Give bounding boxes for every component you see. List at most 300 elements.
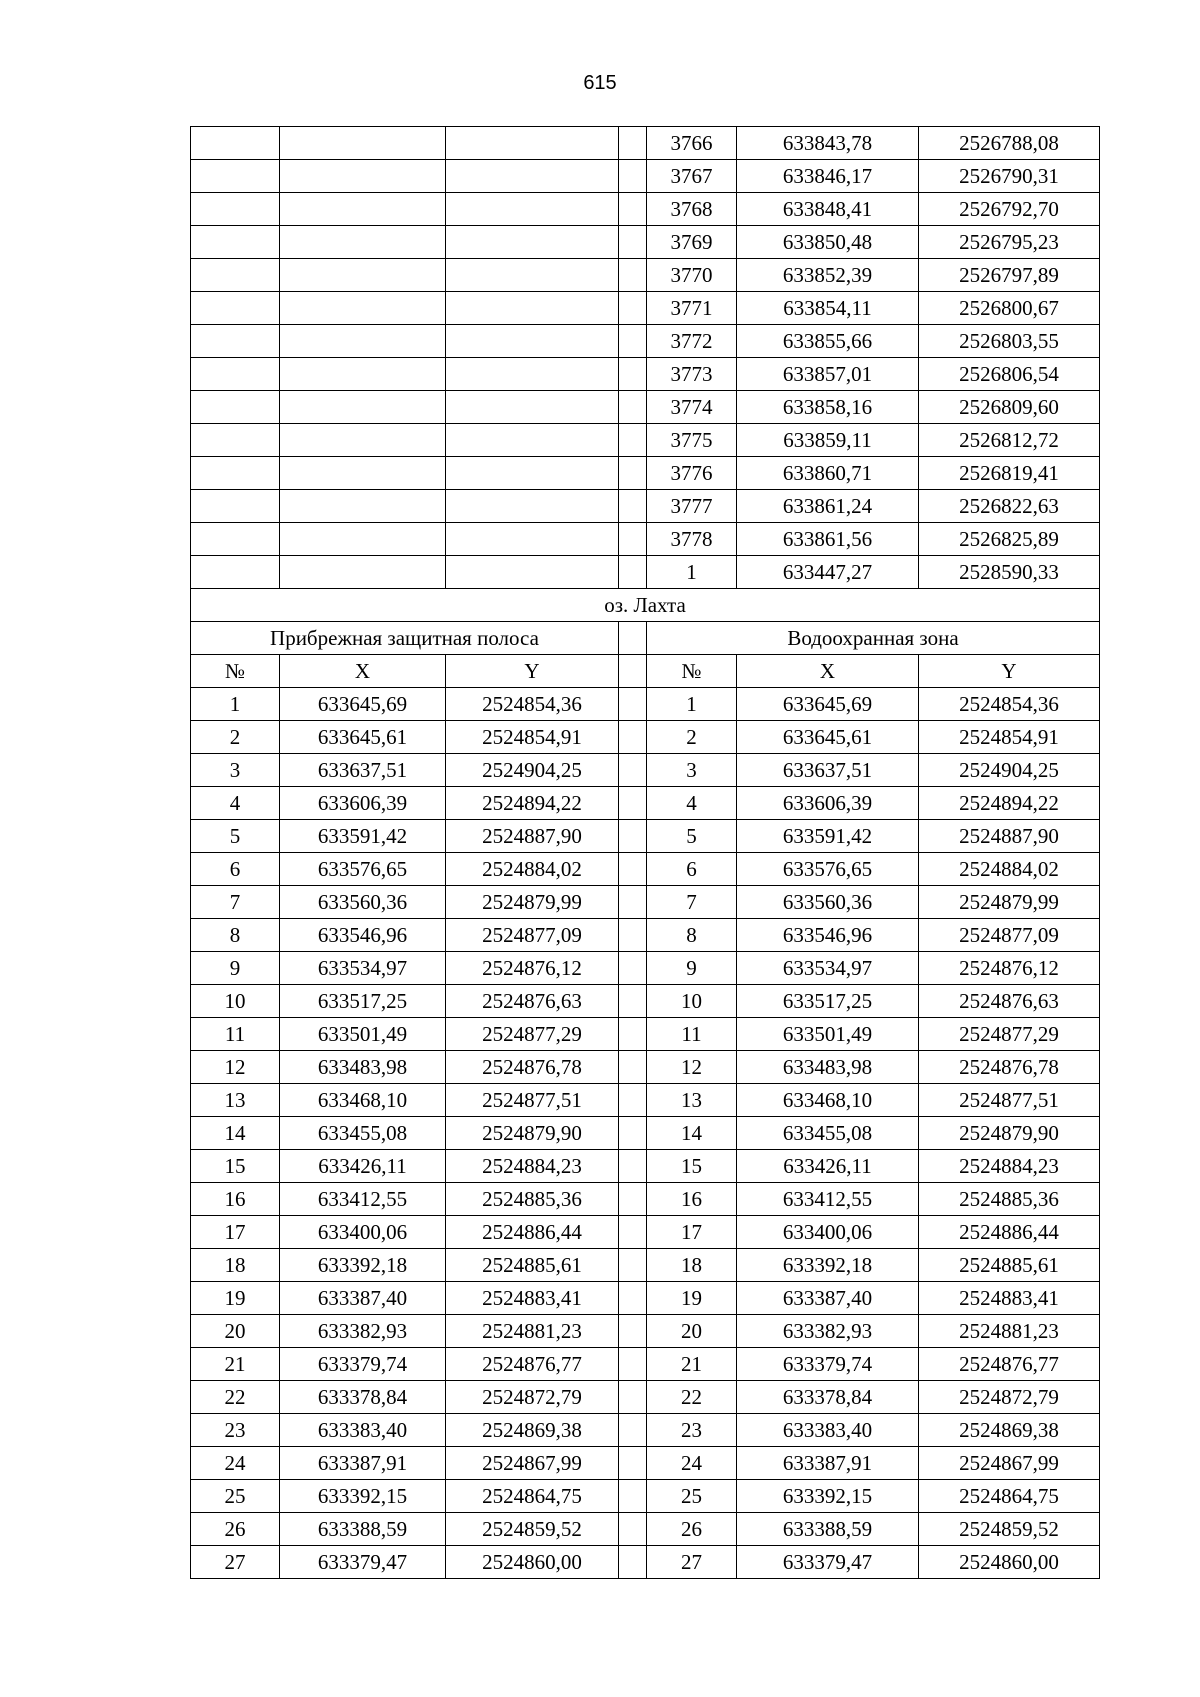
left-x-coordinate: 633400,06 [280, 1216, 446, 1249]
right-y-coordinate: 2524876,78 [919, 1051, 1100, 1084]
right-point-number: 27 [647, 1546, 737, 1579]
right-x-coordinate: 633645,69 [737, 688, 919, 721]
right-point-number: 22 [647, 1381, 737, 1414]
left-y-coordinate: 2524886,44 [446, 1216, 619, 1249]
left-point-number: 5 [191, 820, 280, 853]
empty-cell [446, 259, 619, 292]
x-coordinate: 633850,48 [737, 226, 919, 259]
left-y-coordinate: 2524884,02 [446, 853, 619, 886]
gap-cell [619, 985, 647, 1018]
empty-cell [191, 358, 280, 391]
point-number: 3777 [647, 490, 737, 523]
y-coordinate: 2526790,31 [919, 160, 1100, 193]
table-row [191, 160, 1100, 193]
left-y-coordinate: 2524869,38 [446, 1414, 619, 1447]
right-y-coordinate: 2524876,63 [919, 985, 1100, 1018]
right-y-coordinate: 2524887,90 [919, 820, 1100, 853]
left-y-coordinate: 2524877,09 [446, 919, 619, 952]
empty-cell [446, 193, 619, 226]
left-x-coordinate: 633392,15 [280, 1480, 446, 1513]
left-point-number: 11 [191, 1018, 280, 1051]
x-coordinate: 633859,11 [737, 424, 919, 457]
right-point-number: 17 [647, 1216, 737, 1249]
left-x-coordinate: 633379,74 [280, 1348, 446, 1381]
point-number: 3778 [647, 523, 737, 556]
empty-cell [446, 127, 619, 160]
table-row [191, 259, 1100, 292]
right-x-coordinate: 633591,42 [737, 820, 919, 853]
x-coordinate: 633861,56 [737, 523, 919, 556]
left-x-coordinate: 633388,59 [280, 1513, 446, 1546]
empty-cell [446, 490, 619, 523]
x-coordinate: 633857,01 [737, 358, 919, 391]
left-x-coordinate: 633534,97 [280, 952, 446, 985]
gap-cell [619, 127, 647, 160]
y-coordinate: 2526825,89 [919, 523, 1100, 556]
point-number: 3767 [647, 160, 737, 193]
left-x-coordinate: 633645,61 [280, 721, 446, 754]
table-row [191, 1183, 1100, 1216]
left-y-coordinate: 2524876,77 [446, 1348, 619, 1381]
table-row [191, 490, 1100, 523]
right-y-coordinate: 2524876,12 [919, 952, 1100, 985]
lake-coordinates [191, 688, 1100, 1579]
right-y-coordinate: 2524867,99 [919, 1447, 1100, 1480]
empty-cell [280, 424, 446, 457]
section-title: оз. Лахта [191, 589, 1100, 622]
right-x-coordinate: 633645,61 [737, 721, 919, 754]
right-point-number: 1 [647, 688, 737, 721]
empty-cell [280, 358, 446, 391]
empty-cell [280, 556, 446, 589]
left-x-coordinate: 633546,96 [280, 919, 446, 952]
right-point-number: 26 [647, 1513, 737, 1546]
right-x-coordinate: 633388,59 [737, 1513, 919, 1546]
gap-cell [619, 1084, 647, 1117]
zone-headings-row [191, 622, 1100, 655]
left-y-coordinate: 2524883,41 [446, 1282, 619, 1315]
left-x-coordinate: 633560,36 [280, 886, 446, 919]
left-point-number: 15 [191, 1150, 280, 1183]
x-coordinate: 633848,41 [737, 193, 919, 226]
right-y-coordinate: 2524884,23 [919, 1150, 1100, 1183]
y-coordinate: 2526803,55 [919, 325, 1100, 358]
gap-cell [619, 226, 647, 259]
left-point-number: 18 [191, 1249, 280, 1282]
right-y-coordinate: 2524860,00 [919, 1546, 1100, 1579]
left-num-header: № [191, 655, 280, 688]
gap-cell [619, 688, 647, 721]
right-y-coordinate: 2524864,75 [919, 1480, 1100, 1513]
right-x-coordinate: 633383,40 [737, 1414, 919, 1447]
table-row [191, 1546, 1100, 1579]
left-point-number: 10 [191, 985, 280, 1018]
y-coordinate: 2526797,89 [919, 259, 1100, 292]
right-y-coordinate: 2524885,61 [919, 1249, 1100, 1282]
point-number: 3774 [647, 391, 737, 424]
right-point-number: 18 [647, 1249, 737, 1282]
left-point-number: 17 [191, 1216, 280, 1249]
table-row [191, 1348, 1100, 1381]
empty-cell [280, 127, 446, 160]
right-y-coordinate: 2524869,38 [919, 1414, 1100, 1447]
gap-cell [619, 886, 647, 919]
gap-cell [619, 1315, 647, 1348]
right-point-number: 21 [647, 1348, 737, 1381]
table-row [191, 523, 1100, 556]
gap-cell [619, 1546, 647, 1579]
empty-cell [446, 226, 619, 259]
right-y-coordinate: 2524885,36 [919, 1183, 1100, 1216]
left-point-number: 8 [191, 919, 280, 952]
empty-cell [280, 490, 446, 523]
gap-cell [619, 787, 647, 820]
right-x-coordinate: 633426,11 [737, 1150, 919, 1183]
gap-cell [619, 160, 647, 193]
gap-cell [619, 1381, 647, 1414]
right-point-number: 5 [647, 820, 737, 853]
right-x-coordinate: 633517,25 [737, 985, 919, 1018]
point-number: 3775 [647, 424, 737, 457]
left-point-number: 20 [191, 1315, 280, 1348]
y-coordinate: 2526795,23 [919, 226, 1100, 259]
empty-cell [446, 523, 619, 556]
gap-cell [619, 820, 647, 853]
right-x-coordinate: 633379,47 [737, 1546, 919, 1579]
gap-cell [619, 1282, 647, 1315]
table-row [191, 688, 1100, 721]
gap-cell [619, 391, 647, 424]
table-row [191, 754, 1100, 787]
gap-cell [619, 259, 647, 292]
table-row [191, 424, 1100, 457]
empty-cell [191, 127, 280, 160]
table-row [191, 853, 1100, 886]
table-row [191, 787, 1100, 820]
left-y-coordinate: 2524881,23 [446, 1315, 619, 1348]
x-coordinate: 633861,24 [737, 490, 919, 523]
right-point-number: 16 [647, 1183, 737, 1216]
empty-cell [446, 292, 619, 325]
right-x-coordinate: 633387,40 [737, 1282, 919, 1315]
table-row [191, 1447, 1100, 1480]
gap-cell [619, 721, 647, 754]
gap-cell [619, 655, 647, 688]
right-x-coordinate: 633468,10 [737, 1084, 919, 1117]
empty-cell [191, 259, 280, 292]
y-coordinate: 2528590,33 [919, 556, 1100, 589]
point-number: 3776 [647, 457, 737, 490]
gap-cell [619, 1051, 647, 1084]
right-point-number: 25 [647, 1480, 737, 1513]
gap-cell [619, 358, 647, 391]
table-row [191, 292, 1100, 325]
empty-cell [446, 325, 619, 358]
left-y-coordinate: 2524904,25 [446, 754, 619, 787]
right-point-number: 2 [647, 721, 737, 754]
right-x-header: X [737, 655, 919, 688]
empty-cell [191, 556, 280, 589]
x-coordinate: 633843,78 [737, 127, 919, 160]
empty-cell [446, 424, 619, 457]
gap-cell [619, 1447, 647, 1480]
x-coordinate: 633846,17 [737, 160, 919, 193]
point-number: 3771 [647, 292, 737, 325]
left-y-coordinate: 2524885,36 [446, 1183, 619, 1216]
coastal-protection-strip-heading: Прибрежная защитная полоса [191, 622, 619, 655]
left-point-number: 24 [191, 1447, 280, 1480]
table-row [191, 325, 1100, 358]
empty-cell [280, 226, 446, 259]
x-coordinate: 633852,39 [737, 259, 919, 292]
table-row [191, 127, 1100, 160]
right-y-coordinate: 2524881,23 [919, 1315, 1100, 1348]
left-point-number: 27 [191, 1546, 280, 1579]
table-row [191, 1051, 1100, 1084]
table-row [191, 457, 1100, 490]
right-y-coordinate: 2524904,25 [919, 754, 1100, 787]
table-row [191, 985, 1100, 1018]
table-row [191, 1381, 1100, 1414]
table-row [191, 1513, 1100, 1546]
left-x-coordinate: 633378,84 [280, 1381, 446, 1414]
empty-cell [191, 424, 280, 457]
empty-cell [191, 490, 280, 523]
table-row [191, 1216, 1100, 1249]
right-x-coordinate: 633560,36 [737, 886, 919, 919]
table-row [191, 358, 1100, 391]
right-y-coordinate: 2524883,41 [919, 1282, 1100, 1315]
table-row [191, 1414, 1100, 1447]
empty-cell [191, 226, 280, 259]
empty-cell [446, 358, 619, 391]
gap-cell [619, 1117, 647, 1150]
empty-cell [191, 325, 280, 358]
y-coordinate: 2526800,67 [919, 292, 1100, 325]
left-x-coordinate: 633455,08 [280, 1117, 446, 1150]
left-y-coordinate: 2524877,51 [446, 1084, 619, 1117]
point-number: 3772 [647, 325, 737, 358]
left-point-number: 25 [191, 1480, 280, 1513]
left-y-coordinate: 2524879,90 [446, 1117, 619, 1150]
left-y-coordinate: 2524860,00 [446, 1546, 619, 1579]
empty-cell [446, 457, 619, 490]
empty-cell [280, 259, 446, 292]
table-row [191, 1249, 1100, 1282]
right-x-coordinate: 633483,98 [737, 1051, 919, 1084]
section-title-row [191, 589, 1100, 622]
empty-cell [446, 160, 619, 193]
right-y-coordinate: 2524894,22 [919, 787, 1100, 820]
right-x-coordinate: 633576,65 [737, 853, 919, 886]
left-x-coordinate: 633576,65 [280, 853, 446, 886]
table-row [191, 1150, 1100, 1183]
table-row [191, 226, 1100, 259]
gap-cell [619, 556, 647, 589]
right-point-number: 15 [647, 1150, 737, 1183]
point-number: 3770 [647, 259, 737, 292]
column-headers-row [191, 655, 1100, 688]
right-x-coordinate: 633392,18 [737, 1249, 919, 1282]
table-row [191, 1315, 1100, 1348]
coordinates-table [190, 126, 1100, 1579]
right-point-number: 24 [647, 1447, 737, 1480]
table-row [191, 391, 1100, 424]
left-x-coordinate: 633606,39 [280, 787, 446, 820]
left-x-coordinate: 633591,42 [280, 820, 446, 853]
left-y-coordinate: 2524879,99 [446, 886, 619, 919]
gap-cell [619, 457, 647, 490]
right-y-coordinate: 2524854,36 [919, 688, 1100, 721]
empty-cell [191, 391, 280, 424]
empty-cell [280, 523, 446, 556]
left-x-coordinate: 633637,51 [280, 754, 446, 787]
left-x-coordinate: 633392,18 [280, 1249, 446, 1282]
lake-section-header [191, 589, 1100, 688]
gap-cell [619, 622, 647, 655]
right-point-number: 14 [647, 1117, 737, 1150]
right-point-number: 12 [647, 1051, 737, 1084]
gap-cell [619, 325, 647, 358]
gap-cell [619, 1183, 647, 1216]
left-point-number: 22 [191, 1381, 280, 1414]
gap-cell [619, 1018, 647, 1051]
left-x-header: X [280, 655, 446, 688]
point-number: 3766 [647, 127, 737, 160]
right-point-number: 9 [647, 952, 737, 985]
left-x-coordinate: 633468,10 [280, 1084, 446, 1117]
right-x-coordinate: 633400,06 [737, 1216, 919, 1249]
left-y-coordinate: 2524876,78 [446, 1051, 619, 1084]
left-point-number: 13 [191, 1084, 280, 1117]
right-y-coordinate: 2524879,99 [919, 886, 1100, 919]
left-y-coordinate: 2524884,23 [446, 1150, 619, 1183]
left-y-coordinate: 2524867,99 [446, 1447, 619, 1480]
left-x-coordinate: 633501,49 [280, 1018, 446, 1051]
left-y-coordinate: 2524885,61 [446, 1249, 619, 1282]
x-coordinate: 633860,71 [737, 457, 919, 490]
left-point-number: 23 [191, 1414, 280, 1447]
gap-cell [619, 523, 647, 556]
right-x-coordinate: 633501,49 [737, 1018, 919, 1051]
x-coordinate: 633447,27 [737, 556, 919, 589]
right-point-number: 8 [647, 919, 737, 952]
right-x-coordinate: 633379,74 [737, 1348, 919, 1381]
left-y-coordinate: 2524859,52 [446, 1513, 619, 1546]
table-row [191, 886, 1100, 919]
left-x-coordinate: 633426,11 [280, 1150, 446, 1183]
right-point-number: 19 [647, 1282, 737, 1315]
left-y-header: Y [446, 655, 619, 688]
right-point-number: 4 [647, 787, 737, 820]
right-point-number: 13 [647, 1084, 737, 1117]
left-y-coordinate: 2524854,91 [446, 721, 619, 754]
page-number: 615 [583, 72, 617, 94]
gap-cell [619, 193, 647, 226]
table-row [191, 556, 1100, 589]
right-point-number: 6 [647, 853, 737, 886]
point-number: 3768 [647, 193, 737, 226]
left-point-number: 4 [191, 787, 280, 820]
right-x-coordinate: 633378,84 [737, 1381, 919, 1414]
gap-cell [619, 1249, 647, 1282]
left-y-coordinate: 2524872,79 [446, 1381, 619, 1414]
empty-cell [280, 391, 446, 424]
y-coordinate: 2526812,72 [919, 424, 1100, 457]
left-point-number: 12 [191, 1051, 280, 1084]
right-point-number: 3 [647, 754, 737, 787]
right-num-header: № [647, 655, 737, 688]
left-point-number: 2 [191, 721, 280, 754]
left-point-number: 9 [191, 952, 280, 985]
empty-cell [191, 160, 280, 193]
right-x-coordinate: 633534,97 [737, 952, 919, 985]
empty-cell [280, 325, 446, 358]
left-point-number: 3 [191, 754, 280, 787]
gap-cell [619, 490, 647, 523]
y-coordinate: 2526788,08 [919, 127, 1100, 160]
right-y-coordinate: 2524886,44 [919, 1216, 1100, 1249]
right-x-coordinate: 633387,91 [737, 1447, 919, 1480]
left-y-coordinate: 2524854,36 [446, 688, 619, 721]
point-number: 3769 [647, 226, 737, 259]
left-point-number: 19 [191, 1282, 280, 1315]
table-row [191, 1480, 1100, 1513]
left-y-coordinate: 2524894,22 [446, 787, 619, 820]
right-x-coordinate: 633382,93 [737, 1315, 919, 1348]
gap-cell [619, 1513, 647, 1546]
right-point-number: 11 [647, 1018, 737, 1051]
empty-cell [280, 457, 446, 490]
left-point-number: 21 [191, 1348, 280, 1381]
empty-cell [280, 160, 446, 193]
left-y-coordinate: 2524864,75 [446, 1480, 619, 1513]
gap-cell [619, 1480, 647, 1513]
y-coordinate: 2526806,54 [919, 358, 1100, 391]
left-point-number: 14 [191, 1117, 280, 1150]
empty-cell [191, 193, 280, 226]
right-y-coordinate: 2524877,09 [919, 919, 1100, 952]
y-coordinate: 2526792,70 [919, 193, 1100, 226]
right-y-coordinate: 2524876,77 [919, 1348, 1100, 1381]
left-x-coordinate: 633382,93 [280, 1315, 446, 1348]
y-coordinate: 2526819,41 [919, 457, 1100, 490]
empty-cell [191, 457, 280, 490]
left-x-coordinate: 633412,55 [280, 1183, 446, 1216]
right-y-coordinate: 2524877,51 [919, 1084, 1100, 1117]
left-y-coordinate: 2524887,90 [446, 820, 619, 853]
water-protection-zone-heading: Водоохранная зона [647, 622, 1100, 655]
right-point-number: 23 [647, 1414, 737, 1447]
right-x-coordinate: 633637,51 [737, 754, 919, 787]
left-x-coordinate: 633483,98 [280, 1051, 446, 1084]
x-coordinate: 633855,66 [737, 325, 919, 358]
left-x-coordinate: 633645,69 [280, 688, 446, 721]
gap-cell [619, 919, 647, 952]
right-x-coordinate: 633412,55 [737, 1183, 919, 1216]
left-y-coordinate: 2524876,63 [446, 985, 619, 1018]
right-y-coordinate: 2524884,02 [919, 853, 1100, 886]
table-row [191, 1018, 1100, 1051]
gap-cell [619, 1150, 647, 1183]
left-point-number: 16 [191, 1183, 280, 1216]
y-coordinate: 2526822,63 [919, 490, 1100, 523]
left-x-coordinate: 633387,91 [280, 1447, 446, 1480]
left-x-coordinate: 633517,25 [280, 985, 446, 1018]
left-x-coordinate: 633383,40 [280, 1414, 446, 1447]
empty-cell [446, 556, 619, 589]
x-coordinate: 633858,16 [737, 391, 919, 424]
